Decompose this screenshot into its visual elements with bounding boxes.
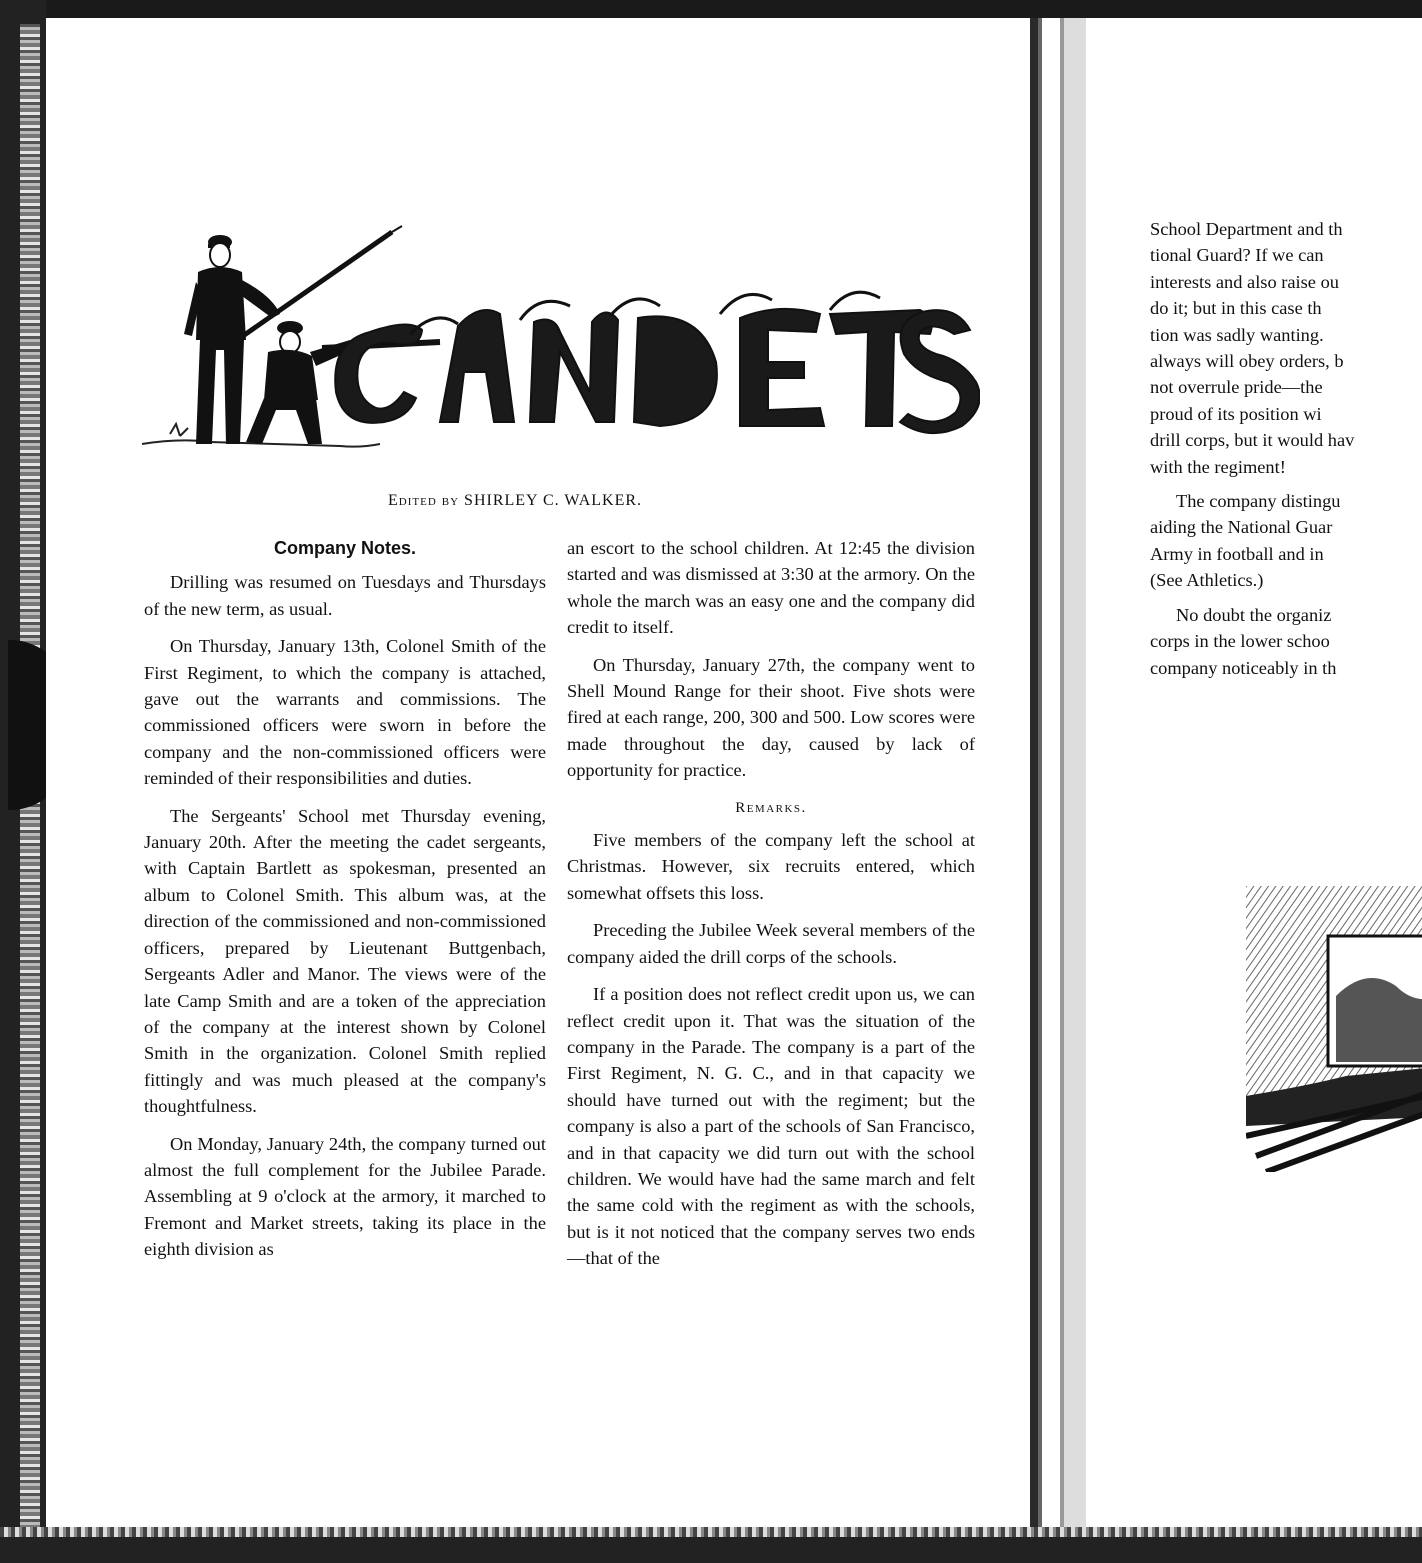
paragraph: On Monday, January 24th, the company turned out almost the full complement for the Jubilee Parade. Assembling at 9 o'clock at the armory, it marched to Fremont and Market streets, taking its place in the eighth division as [144, 1133, 546, 1260]
scan-border-bottom [0, 1527, 1422, 1563]
text-line: No doubt the organiz [1176, 604, 1332, 625]
cadets-masthead-illustration [140, 222, 980, 472]
facing-paragraph [1150, 216, 1422, 480]
text-line: do it; but in this case th [1150, 298, 1322, 319]
text-line: School Department and th [1150, 219, 1343, 239]
text-line: interests and also raise ou [1150, 271, 1339, 292]
scan-border-top [0, 0, 1422, 24]
remarks-heading: Remarks. [735, 799, 807, 816]
editor-name: SHIRLEY C. WALKER. [464, 492, 643, 509]
text-line: corps in the lower schoo [1150, 631, 1330, 652]
paragraph: Preceding the Jubilee Week several members of the company aided the drill corps of the schools. [567, 920, 975, 967]
paragraph-continuation: an escort to the school children. At 12:45 the division started and was dismissed at 3:30 at the armory. On the whole the march was an easy one and the company did credit to itself. [567, 538, 975, 638]
paragraph: The Sergeants' School met Thursday evening, January 20th. After the meeting the cadet sergeants, with Captain Bartlett as spokesman, presented an album to Colonel Smith. This album was, at the direction of the commissioned and non-commissioned officers, prepared by Lieutenant Buttgenbach, Sergeants Adler and Manor. The views were of the late Camp Smith and are a token of the appreciation of the company at the interest shown by Colonel Smith in the organization. Colonel Smith replied fittingly and was much pleased at the company's thoughtfulness. [144, 805, 546, 1117]
text-line: tional Guard? If we can [1150, 245, 1324, 266]
facing-paragraph [1150, 602, 1422, 681]
paragraph: If a position does not reflect credit upon us, we can reflect credit upon it. That was the situation of the company in the Parade. The company is a part of the First Regiment, N. G. C., and in that capacity we should have turned out with the regiment; but the company is also a part of the schools of San Francisco, and in that capacity we did turn out with the school children. We would have had the same march and felt the same cold with the regiment as with the schools, but is it not noticed that the company serves two ends—that of the [567, 984, 975, 1269]
paragraph: Five members of the company left the school at Christmas. However, six recruits entered, which somewhat offsets this loss. [567, 830, 975, 903]
text-line: proud of its position wi [1150, 403, 1322, 424]
column-right [567, 535, 975, 1283]
facing-page [1086, 24, 1422, 1527]
text-line: (See Athletics.) [1150, 570, 1264, 591]
editor-credit [388, 492, 642, 510]
text-line: always will obey orders, b [1150, 351, 1344, 372]
text-line: The company distingu [1176, 491, 1341, 512]
text-line: company noticeably in th [1150, 657, 1337, 678]
text-line: aiding the National Guar [1150, 517, 1333, 538]
facing-paragraph [1150, 488, 1422, 594]
editor-prefix: Edited by [388, 492, 460, 509]
paragraph: On Thursday, January 27th, the company went to Shell Mound Range for their shoot. Five shots were fired at each range, 200, 300 and 500. Low scores were made throughout the day, caused by lack of opportunity for practice. [567, 654, 975, 781]
text-line: drill corps, but it would hav [1150, 430, 1355, 451]
facing-page-text [1150, 216, 1422, 689]
text-line: tion was sadly wanting. [1150, 324, 1324, 345]
column-left [144, 535, 546, 1274]
text-line: not overrule pride—the [1150, 377, 1323, 398]
facing-page-illustration [1246, 886, 1422, 1172]
paragraph: On Thursday, January 13th, Colonel Smith of the First Regiment, to which the company is attached, gave out the warrants and commissions. The commissioned officers were sworn in before the company and the non-commissioned officers were reminded of their responsibilities and duties. [144, 636, 546, 789]
paragraph: Drilling was resumed on Tuesdays and Thursdays of the new term, as usual. [144, 572, 546, 619]
text-line: Army in football and in [1150, 543, 1324, 564]
text-line: with the regiment! [1150, 456, 1286, 477]
section-heading: Company Notes. [273, 538, 417, 558]
page-gutter [1030, 18, 1086, 1538]
